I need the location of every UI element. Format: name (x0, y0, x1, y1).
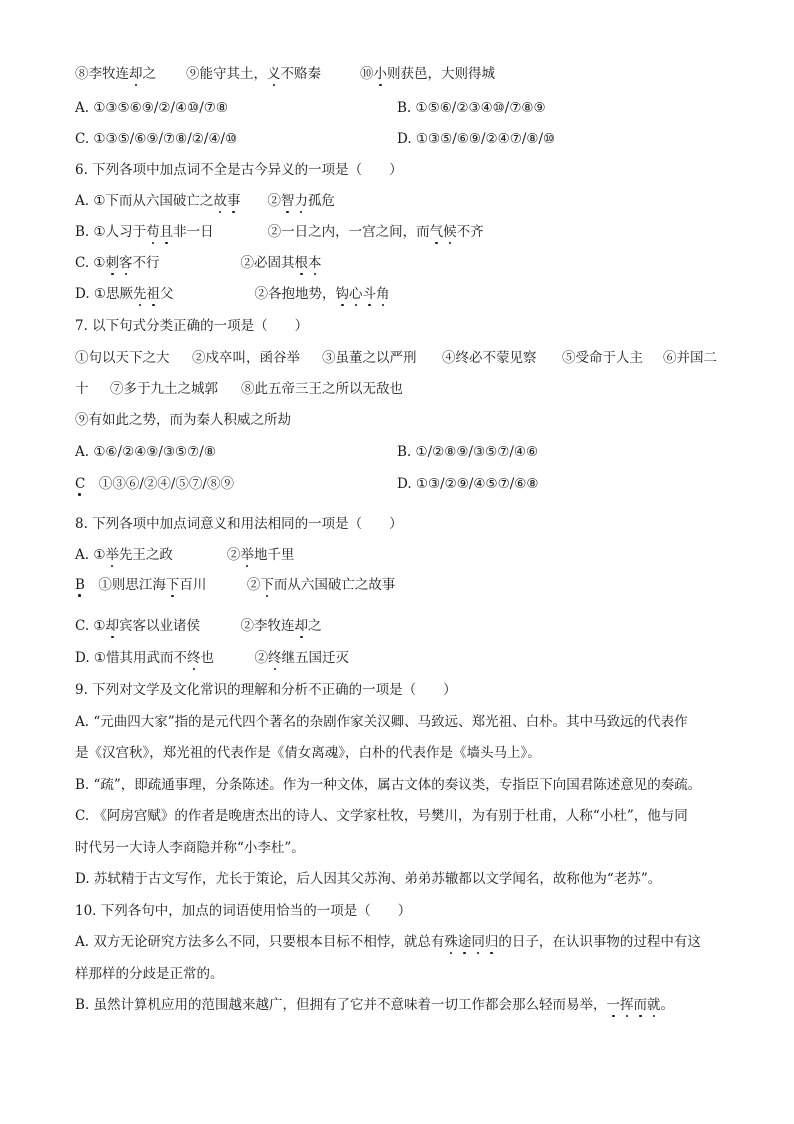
dotted-word: 客 (119, 255, 133, 271)
dotted-word: 钩 (335, 286, 350, 302)
q8-option-a[interactable]: A. ①举先王之政 ②举地千里 (75, 547, 295, 563)
q5-option-a[interactable]: A. ①③⑤⑥⑨/②/④⑩/⑦⑧ (75, 100, 229, 116)
q10-option-a-line2[interactable]: 样那样的分歧是正常的。 (75, 966, 224, 982)
q6-stem: 6. 下列各项中加点词不全是古今异义的一项是（ ） (75, 162, 403, 178)
dotted-word: 却 (129, 66, 143, 82)
dotted-word: 举 (240, 547, 254, 563)
q10-stem: 10. 下列各句中，加点的词语使用恰当的一项是（ ） (75, 903, 412, 919)
dotted-word: 且 (159, 224, 174, 240)
q10-option-b[interactable]: B. 虽然计算机应用的范围越来越广，但拥有了它并不意味着一切工作都会那么轻而易举，一挥而就。 (75, 997, 675, 1013)
q9-option-a-line2[interactable]: 是《汉宫秋》，郑光祖的代表作是《倩女离魂》，白朴的代表作是《墙头马上》。 (75, 745, 541, 761)
dotted-word: 下 (165, 577, 180, 593)
dotted-word: 角 (376, 286, 390, 302)
q5-option-b[interactable]: B. ①⑤⑥/②③④⑩/⑦⑧⑨ (397, 100, 546, 116)
dotted-word: 本 (308, 255, 322, 271)
q10-option-a-line1[interactable]: A. 双方无论研究方法多么不同，只要根本目标不相悖，就总有殊途同归的日子，在认识事物的过程中有这 (75, 934, 701, 950)
dotted-word: 却 (105, 618, 120, 634)
dotted-word: 事 (226, 193, 241, 209)
q7-sentence-7: ⑦多于九土之城郭 (110, 381, 218, 397)
dotted-word: 小 (373, 66, 387, 82)
dotted-word: 归 (484, 934, 499, 950)
dotted-word: 同 (471, 934, 485, 950)
q9-stem: 9. 下列对文学及文化常识的理解和分析不正确的一项是（ ） (75, 682, 457, 698)
q7-option-b[interactable]: B. ①/②⑧⑨/③⑤⑦/④⑥ (397, 444, 539, 460)
q5-item-9: ⑨能守其土，义不赂秦 (186, 66, 321, 82)
q6-option-c[interactable]: C. ①刺客不行 ②必固其根本 (75, 255, 322, 271)
q5-item-8: ⑧李牧连却之 (75, 66, 156, 82)
q7-sentence-8: ⑧此五帝三王之所以无敌也 (241, 381, 403, 397)
dotted-word: 下 (260, 577, 274, 593)
q9-option-b[interactable]: B. “疏”，即疏通事理，分条陈述。作为一种文体，属古文体的奏议类，专指臣下向国君陈述意见的奏疏。 (75, 777, 702, 793)
q7-sentence-6-cont: 十 (75, 381, 89, 397)
q7-option-c[interactable]: C ①③⑥/②④/⑤⑦/⑧⑨ (75, 476, 234, 492)
dotted-word: 义 (267, 66, 281, 82)
q5-item-10: ⑩小则获邑，大则得城 (360, 66, 495, 82)
q5-option-d[interactable]: D. ①③⑤/⑥⑨/②④⑦/⑧/⑩ (397, 131, 556, 147)
q8-stem: 8. 下列各项中加点词意义和用法相同的一项是（ ） (75, 516, 403, 532)
dotted-word: 先 (133, 286, 147, 302)
dotted-word: 而 (633, 997, 648, 1013)
dotted-word: 刺 (105, 255, 120, 271)
q7-option-a[interactable]: A. ①⑥/②④⑨/③⑤⑦/⑧ (75, 444, 216, 460)
q7-sentence-6: ⑥并国二 (663, 350, 717, 366)
q7-sentence-4: ④终必不蒙见察 (442, 350, 537, 366)
q8-option-d[interactable]: D. ①惜其用武而不终也 ②终继五国迁灭 (75, 650, 350, 666)
dotted-word: 途 (457, 934, 472, 950)
q6-option-d[interactable]: D. ①思厥先祖父 ②各抱地势，钩心斗角 (75, 286, 390, 302)
dotted-word: 终 (187, 650, 201, 666)
dotted-word: 力 (294, 193, 308, 209)
dotted-word: 心 (349, 286, 363, 302)
q9-option-a-line1[interactable]: A. “元曲四大家”指的是元代四个著名的杂剧作家关汉卿、马致远、郑光祖、白朴。其中马致远的代表作 (75, 714, 688, 730)
q8-option-c[interactable]: C. ①却宾客以业诸侯 ②李牧连却之 (75, 618, 322, 634)
dotted-word: 智 (280, 193, 295, 209)
q7-sentence-9: ⑨有如此之势，而为秦人积威之所劫 (75, 412, 291, 428)
dotted-word: 一 (606, 997, 621, 1013)
q7-sentence-3: ③虽董之以严刑 (322, 350, 417, 366)
q7-sentence-1: ①句以天下之大 (75, 350, 170, 366)
q9-option-c-line1[interactable]: C. 《阿房宫赋》的作者是晚唐杰出的诗人、文学家杜牧，号樊川，为有别于杜甫，人称“小杜”，他与同 (75, 808, 688, 824)
dotted-word: 根 (294, 255, 309, 271)
dotted-word: 苟 (146, 224, 160, 240)
dotted-word: 祖 (146, 286, 161, 302)
q7-stem: 7. 以下句式分类正确的一项是（ ） (75, 318, 309, 334)
dotted-word: 斗 (362, 286, 377, 302)
q7-option-d[interactable]: D. ①③/②⑨/④⑤⑦/⑥⑧ (397, 476, 539, 492)
q6-option-b[interactable]: B. ①人习于苟且非一日 ②一日之内，一宫之间，而气候不齐 (75, 224, 484, 240)
dotted-word: 终 (268, 650, 282, 666)
dotted-word: 殊 (444, 934, 458, 950)
q8-option-b[interactable]: B ①则思江海下百川 ②下而从六国破亡之故事 (75, 577, 396, 593)
dotted-word: 候 (443, 224, 457, 240)
q7-sentence-2: ②戍卒叫，函谷举 (192, 350, 300, 366)
dotted-word: 举 (105, 547, 119, 563)
q5-option-c[interactable]: C. ①③⑤/⑥⑨/⑦⑧/②/④/⑩ (75, 131, 238, 147)
dotted-word: 却 (294, 618, 309, 634)
q9-option-d[interactable]: D. 苏轼精于古文写作，尤长于策论，后人因其父苏洵、弟弟苏辙都以文学闻名，故称他为“老苏”。 (75, 871, 662, 887)
dotted-word: 故 (213, 193, 227, 209)
dotted-word: 就 (647, 997, 661, 1013)
q6-option-a[interactable]: A. ①下而从六国破亡之故事 ②智力孤危 (75, 193, 335, 209)
q7-sentence-5: ⑤受命于人主 (562, 350, 643, 366)
q9-option-c-line2[interactable]: 时代另一大诗人李商隐并称“小李杜”。 (75, 840, 305, 856)
dotted-word: 挥 (620, 997, 634, 1013)
dotted-word: 气 (429, 224, 444, 240)
